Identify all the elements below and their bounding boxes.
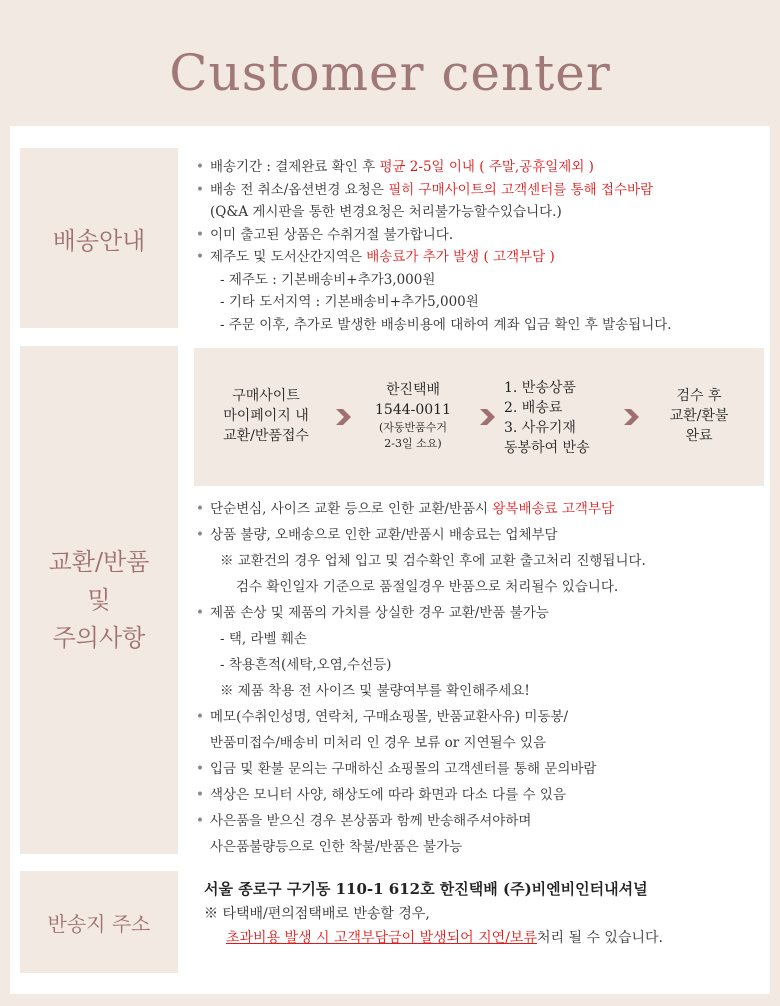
- delivery-row: - 제주도 : 기본배송비+추가3,000원: [220, 271, 436, 288]
- return-note-1: ※ 타택배/편의점택배로 반송할 경우,: [204, 906, 430, 922]
- exchange-flow: [194, 348, 764, 486]
- exchange-row: 검수 확인일자 기준으로 품절일경우 반품으로 처리될수 있습니다.: [236, 579, 619, 595]
- exchange-row: • 사은품을 받으신 경우 본상품과 함께 반송해주셔야하며: [196, 813, 532, 829]
- delivery-row: • 이미 출고된 상품은 수취거절 불가합니다.: [196, 226, 454, 243]
- delivery-row: - 기타 도서지역 : 기본배송비+추가5,000원: [220, 294, 479, 310]
- exchange-info: [196, 496, 766, 860]
- exchange-row: - 착용흔적(세탁,오염,수선등): [220, 657, 392, 673]
- exchange-row: 사은품불량등으로 인한 착불/반품은 불가능: [210, 839, 463, 855]
- exchange-row: • 단순변심, 사이즈 교환 등으로 인한 교환/반품시 왕복배송료 고객부담: [196, 501, 615, 517]
- chevron-right-icon: [620, 406, 642, 428]
- flow-step-2: 한진택배 1544-0011 (자동반품수거 2-3일 소요): [375, 382, 451, 450]
- return-address: 서울 종로구 구기동 110-1 612호 한진택배 (주)비엔비인터내셔널: [204, 880, 648, 898]
- customer-center-panel: [10, 126, 770, 994]
- delivery-row: • 배송 전 취소/옵션변경 요청은 필히 구매사이트의 고객센터를 통해 접수바람: [196, 181, 654, 198]
- delivery-row: • 제주도 및 도서산간지역은 배송료가 추가 발생 ( 고객부담 ): [196, 249, 555, 265]
- delivery-row: - 주문 이후, 추가로 발생한 배송비용에 대하여 계좌 입금 확인 후 발송됩니다.: [220, 316, 672, 333]
- exchange-row: ※ 제품 착용 전 사이즈 및 불량여부를 확인해주세요!: [220, 683, 530, 699]
- exchange-row: ※ 교환건의 경우 업체 입고 및 검수확인 후에 교환 출고처리 진행됩니다.: [220, 553, 646, 569]
- exchange-row: • 상품 불량, 오배송으로 인한 교환/반품시 배송료는 업체부담: [196, 527, 558, 543]
- flow-step-1: 구매사이트 마이페이지 내 교환/반품접수: [223, 388, 309, 444]
- exchange-row: • 제품 손상 및 제품의 가치를 상실한 경우 교환/반품 불가능: [196, 605, 549, 621]
- chevron-right-icon: [476, 406, 498, 428]
- chevron-right-icon: [332, 406, 354, 428]
- flow-step-4: 검수 후 교환/환불 완료: [669, 388, 729, 444]
- exchange-label: 교환/반품 및 주의사항: [20, 346, 178, 854]
- exchange-row: 반품미접수/배송비 미처리 인 경우 보류 or 지연될수 있음: [210, 735, 547, 751]
- exchange-row: • 메모(수취인성명, 연락처, 구매쇼핑몰, 반품교환사유) 미동봉/: [196, 709, 569, 725]
- page-title: Customer center: [169, 44, 611, 102]
- return-address-label: 반송지 주소: [20, 871, 178, 973]
- flow-step-3: 1. 반송상품 2. 배송료 3. 사유기재 동봉하여 반송: [504, 380, 590, 456]
- delivery-row: • 배송기간 : 결제완료 확인 후 평균 2-5일 이내 ( 주말,공휴일제외 ): [196, 159, 594, 175]
- return-address-info: [204, 876, 764, 950]
- exchange-row: - 택, 라벨 훼손: [220, 631, 307, 647]
- delivery-label: 배송안내: [20, 148, 178, 328]
- exchange-row: • 입금 및 환불 문의는 구매하신 쇼핑몰의 고객센터를 통해 문의바람: [196, 761, 597, 777]
- delivery-info: [196, 156, 766, 336]
- return-note-2: 초과비용 발생 시 고객부담금이 발생되어 지연/보류처리 될 수 있습니다.: [226, 930, 663, 946]
- delivery-row: (Q&A 게시판을 통한 변경요청은 처리불가능할수있습니다.): [210, 204, 562, 220]
- exchange-row: • 색상은 모니터 사양, 해상도에 따라 화면과 다소 다를 수 있음: [196, 787, 566, 803]
